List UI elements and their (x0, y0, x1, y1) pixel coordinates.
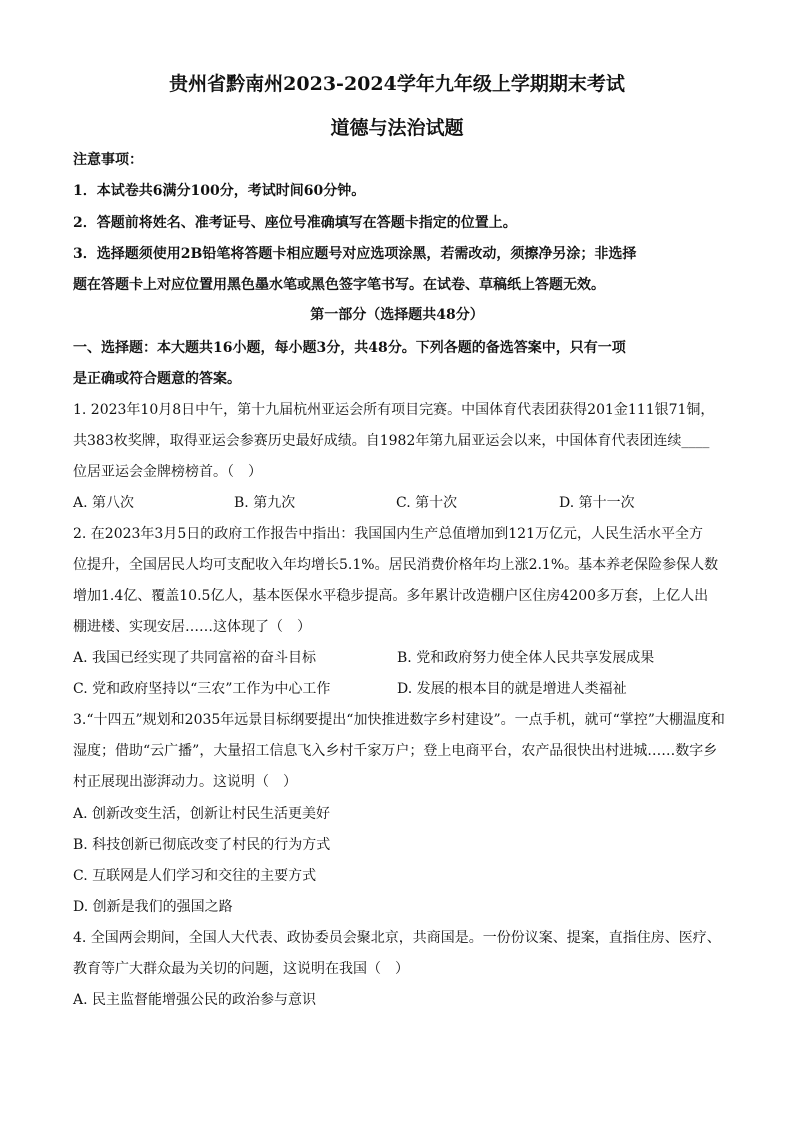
exam-title: 贵州省黔南州2023-2024学年九年级上学期期末考试 (169, 73, 625, 95)
exam-subtitle: 道德与法治试题 (330, 117, 464, 139)
part1-instruction-line-2: 是正确或符合题意的答案。 (73, 371, 241, 387)
q1-option-d: D. 第十一次 (559, 495, 635, 511)
notes-item-3-line-1: 3．选择题须使用2B铅笔将答题卡相应题号对应选项涂黑，若需改动，须擦净另涂；非选择 (73, 246, 637, 262)
q3-option-d: D. 创新是我们的强国之路 (73, 899, 233, 915)
notes-item-3-line-2: 题在答题卡上对应位置用黑色墨水笔或黑色签字笔书写。在试卷、草稿纸上答题无效。 (73, 277, 605, 293)
q3-line-3: 村正展现出澎湃动力。这说明（ ） (73, 774, 297, 790)
q4-line-2: 教育等广大群众最为关切的问题，这说明在我国（ ） (73, 961, 409, 977)
notes-heading: 注意事项： (73, 152, 143, 168)
q2-line-2: 位提升，全国居民人均可支配收入年均增长5.1%。居民消费价格年均上涨2.1%。基本养老保险参保人数 (73, 557, 719, 573)
q3-line-2: 湿度；借助“云广播”，大量招工信息飞入乡村千家万户；登上电商平台，农产品很快出村进城……数字乡 (73, 743, 718, 759)
notes-item-1: 1．本试卷共6满分100分，考试时间60分钟。 (73, 183, 366, 199)
q2-option-a: A. 我国已经实现了共同富裕的奋斗目标 (73, 650, 317, 666)
q1-option-c: C. 第十次 (396, 495, 458, 511)
q4-option-a: A. 民主监督能增强公民的政治参与意识 (73, 992, 317, 1008)
q2-option-d: D. 发展的根本目的就是增进人类福祉 (397, 681, 627, 697)
q3-line-1: 3.“十四五”规划和2035年远景目标纲要提出“加快推进数字乡村建设”。一点手机，就可“掌控”大棚温度和 (73, 712, 725, 728)
q4-line-1: 4. 全国两会期间，全国人大代表、政协委员会聚北京，共商国是。一份份议案、提案，直指住房、医疗、 (73, 930, 721, 946)
q3-option-b: B. 科技创新已彻底改变了村民的行为方式 (73, 837, 331, 853)
q3-option-a: A. 创新改变生活，创新让村民生活更美好 (73, 806, 331, 822)
q2-line-3: 增加1.4亿、覆盖10.5亿人，基本医保水平稳步提高。多年累计改造棚户区住房4200多万套，上亿人出 (73, 588, 709, 604)
q1-option-b: B. 第九次 (234, 495, 296, 511)
notes-item-2: 2．答题前将姓名、准考证号、座位号准确填写在答题卡指定的位置上。 (73, 215, 517, 231)
part1-heading: 第一部分（选择题共48分） (310, 307, 484, 323)
q2-line-4: 棚进楼、实现安居……这体现了（ ） (73, 619, 311, 635)
q1-line-2: 共383枚奖牌，取得亚运会参赛历史最好成绩。自1982年第九届亚运会以来，中国体育代表团连续____ (73, 433, 710, 449)
q1-option-a: A. 第八次 (73, 495, 135, 511)
q3-option-c: C. 互联网是人们学习和交往的主要方式 (73, 868, 317, 884)
q2-line-1: 2. 在2023年3月5日的政府工作报告中指出：我国国内生产总值增加到121万亿元，人民生活水平全方 (73, 526, 703, 542)
q2-option-b: B. 党和政府努力使全体人民共享发展成果 (397, 650, 655, 666)
q1-line-3: 位居亚运会金牌榜榜首。（ ） (73, 464, 262, 480)
q2-option-c: C. 党和政府坚持以“三农”工作为中心工作 (73, 681, 331, 697)
q1-line-1: 1. 2023年10月8日中午，第十九届杭州亚运会所有项目完赛。中国体育代表团获得201金111银71铜， (73, 402, 715, 418)
part1-instruction-line-1: 一、选择题：本大题共16小题，每小题3分，共48分。下列各题的备选答案中，只有一项 (73, 340, 626, 356)
